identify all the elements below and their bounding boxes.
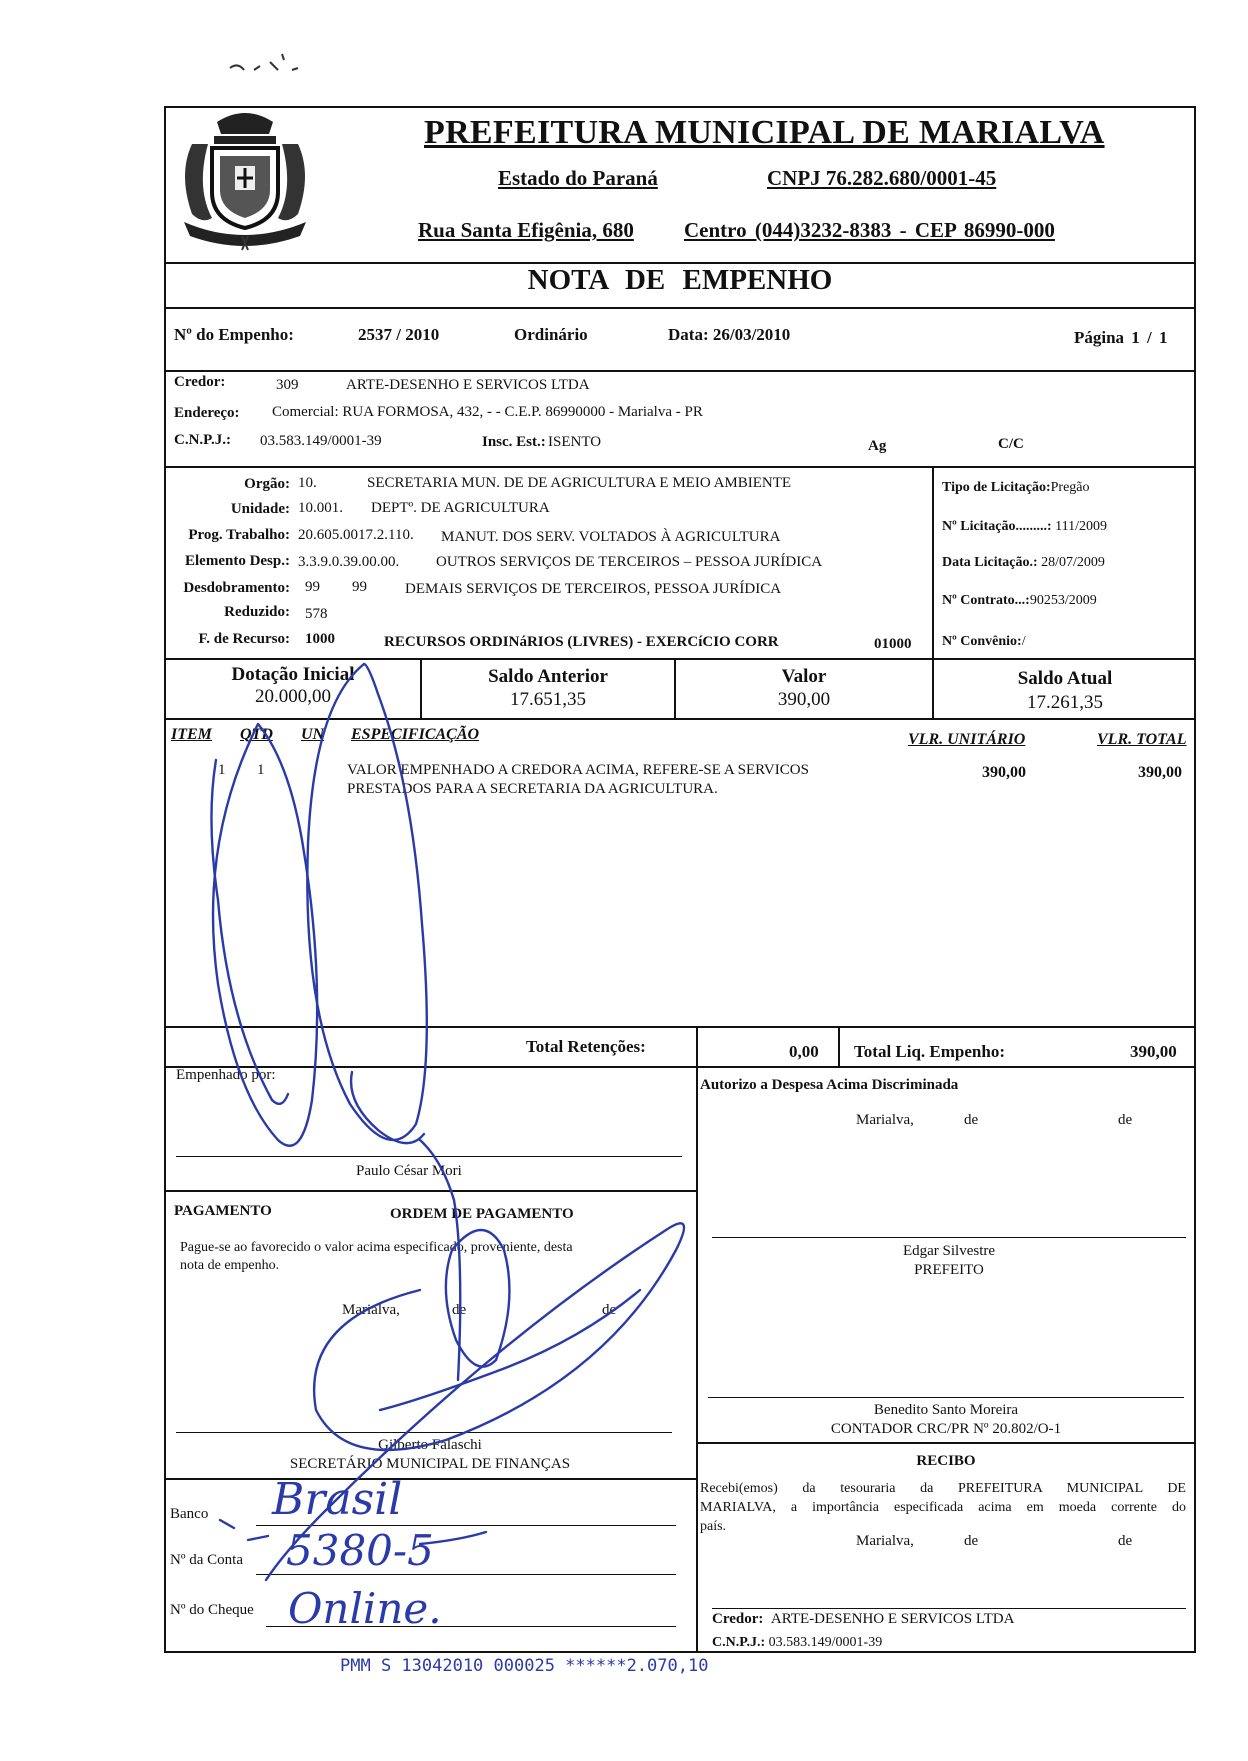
autorizo-de-1: de: [964, 1112, 979, 1128]
licitacao-contrato: [942, 593, 1097, 609]
cnpj-value: 03.583.149/0001-39: [260, 433, 382, 449]
recibo-de-1: de: [964, 1533, 979, 1549]
empenho-number: 2537 / 2010: [358, 325, 440, 344]
total-liquido-label: Total Liq. Empenho:: [854, 1042, 1005, 1061]
contador-cargo: CONTADOR CRC/PR Nº 20.802/O-1: [830, 1421, 1062, 1437]
col-un: UN: [301, 726, 325, 743]
payment-stamp: PMM S 13042010 000025 ******2.070,10: [340, 1656, 709, 1676]
cnpj-label: C.N.P.J.:: [174, 432, 231, 448]
total-liquido-value: 390,00: [1130, 1042, 1177, 1061]
seal-lettering: [66, 230, 67, 231]
endereco-label: Endereço:: [174, 405, 240, 421]
licitacao-numero-label: Nº Licitação.........:: [942, 519, 1052, 534]
empenhado-nome: Paulo César Mori: [356, 1163, 462, 1179]
pagamento-label: PAGAMENTO: [174, 1203, 272, 1219]
ag-label: Ag: [868, 438, 887, 454]
elemento-code: 3.3.9.0.39.00.00.: [298, 554, 400, 570]
secretario-cargo: SECRETÁRIO MUNICIPAL DE FINANÇAS: [289, 1456, 571, 1472]
col-vlr-unitario: VLR. UNITÁRIO: [908, 731, 1026, 748]
empenho-type: Ordinário: [514, 325, 588, 344]
licitacao-tipo: [942, 480, 1090, 496]
pagamento-texto-1: Pague-se ao favorecido o valor acima especificado, proveniente, desta: [180, 1240, 573, 1255]
elemento-desc: OUTROS SERVIÇOS DE TERCEIROS – PESSOA JURÍDICA: [436, 554, 823, 570]
recurso-desc: RECURSOS ORDINáRIOS (LIVRES) - EXERCíCIO CORR: [384, 634, 779, 650]
unidade-desc: DEPTº. DE AGRICULTURA: [371, 500, 550, 516]
total-retencoes-label: Total Retenções:: [526, 1037, 646, 1056]
licitacao-numero-value: 111/2009: [1055, 519, 1107, 534]
recibo-cnpj: [712, 1635, 882, 1651]
reduzido-value: 578: [305, 606, 328, 622]
banco-label: Banco: [170, 1506, 209, 1522]
saldo-atual-label: Saldo Atual: [1017, 668, 1113, 689]
unidade-label: Unidade:: [230, 501, 290, 517]
recibo-credor: [712, 1611, 1014, 1628]
empenhado-label: Empenhado por:: [176, 1067, 276, 1083]
conta-handwritten: 5380-5: [286, 1526, 434, 1575]
secretario-nome: Gilberto Falaschi: [378, 1437, 482, 1453]
pagamento-de-1: de: [452, 1302, 467, 1318]
scan-marks: [220, 40, 310, 80]
licitacao-data-label: Data Licitação.:: [942, 555, 1038, 570]
col-qtd: QTD: [240, 726, 273, 743]
licitacao-data-value: 28/07/2009: [1041, 555, 1105, 570]
header-address: Rua Santa Efigênia, 680: [418, 218, 634, 242]
header-district-phone: Centro (044)3232-8383 - CEP 86990-000: [684, 218, 1055, 242]
cheque-handwritten: Online.: [288, 1584, 442, 1633]
coat-of-arms-seal: [172, 104, 318, 262]
saldo-atual-value: 17.261,35: [1027, 692, 1103, 713]
valor-label: Valor: [781, 666, 827, 687]
row-qtd: 1: [257, 762, 265, 778]
prog-label: Prog. Trabalho:: [188, 527, 290, 543]
recurso-label: F. de Recurso:: [198, 631, 290, 647]
contador-nome: Benedito Santo Moreira: [873, 1402, 1019, 1418]
col-especificacao: ESPECIFICAÇÃO: [351, 726, 480, 743]
licitacao-convenio-label: Nº Convênio:: [942, 634, 1022, 649]
desdobramento-code-1: 99: [305, 579, 320, 595]
row-espec-2: PRESTADOS PARA A SECRETARIA DA AGRICULTURA.: [347, 781, 718, 797]
row-vlr-unitario: 390,00: [982, 764, 1026, 781]
prog-code: 20.605.0017.2.110.: [298, 527, 414, 543]
ordem-pagamento-label: ORDEM DE PAGAMENTO: [390, 1206, 574, 1222]
row-item: 1: [218, 762, 226, 778]
licitacao-tipo-value: Pregão: [1050, 480, 1090, 495]
recibo-credor-value: ARTE-DESENHO E SERVICOS LTDA: [770, 1611, 1015, 1627]
reduzido-label: Reduzido:: [224, 604, 290, 620]
desdobramento-desc: DEMAIS SERVIÇOS DE TERCEIROS, PESSOA JURÍDICA: [405, 581, 782, 597]
credor-name: ARTE-DESENHO E SERVICOS LTDA: [346, 377, 590, 393]
empenho-number-label: Nº do Empenho:: [174, 325, 294, 344]
conta-label: Nº da Conta: [170, 1552, 243, 1568]
header-state: Estado do Paraná: [498, 166, 658, 190]
dotacao-inicial-label: Dotação Inicial: [231, 664, 355, 685]
orgao-desc: SECRETARIA MUN. DE DE AGRICULTURA E MEIO AMBIENTE: [367, 475, 792, 491]
recibo-de-2: de: [1118, 1533, 1133, 1549]
recurso-number: 01000: [874, 636, 912, 652]
autorizo-cidade: Marialva,: [856, 1112, 914, 1128]
cheque-label: Nº do Cheque: [170, 1602, 254, 1618]
orgao-code: 10.: [298, 475, 317, 491]
row-vlr-total: 390,00: [1138, 764, 1182, 781]
autorizo-de-2: de: [1118, 1112, 1133, 1128]
empenho-date: Data: 26/03/2010: [668, 325, 791, 344]
licitacao-contrato-value: 90253/2009: [1029, 593, 1097, 608]
recibo-texto-3: país.: [700, 1519, 727, 1534]
recibo-title: RECIBO: [916, 1453, 976, 1469]
prefeito-nome: Edgar Silvestre: [902, 1243, 996, 1259]
licitacao-tipo-label: Tipo de Licitação:: [942, 480, 1051, 495]
elemento-label: Elemento Desp.:: [185, 553, 290, 569]
licitacao-numero: [942, 519, 1107, 535]
saldo-anterior-label: Saldo Anterior: [488, 666, 608, 687]
unidade-code: 10.001.: [298, 500, 343, 516]
header-title: PREFEITURA MUNICIPAL DE MARIALVA: [424, 114, 1105, 151]
licitacao-contrato-label: Nº Contrato...:: [942, 593, 1030, 608]
pagamento-texto-2: nota de empenho.: [180, 1258, 280, 1273]
insc-label: Insc. Est.:: [482, 434, 546, 450]
recibo-texto-1: Recebi(emos) da tesouraria da PREFEITURA MUNICIPAL DE: [700, 1481, 1186, 1496]
credor-code: 309: [276, 377, 299, 393]
valor-value: 390,00: [777, 689, 831, 710]
autorizo-label: Autorizo a Despesa Acima Discriminada: [700, 1077, 959, 1093]
prog-desc: MANUT. DOS SERV. VOLTADOS À AGRICULTURA: [441, 529, 781, 545]
row-espec-1: VALOR EMPENHADO A CREDORA ACIMA, REFERE-SE A SERVICOS: [347, 762, 809, 778]
desdobramento-label: Desdobramento:: [183, 580, 290, 596]
pagamento-cidade: Marialva,: [342, 1302, 400, 1318]
cc-label: C/C: [998, 436, 1024, 452]
page-number: Página 1 / 1: [1074, 328, 1168, 347]
endereco-value: Comercial: RUA FORMOSA, 432, - - C.E.P. 86990000 - Marialva - PR: [272, 404, 703, 420]
credor-label: Credor:: [174, 374, 226, 390]
recibo-cidade: Marialva,: [856, 1533, 914, 1549]
doc-title: NOTA DE EMPENHO: [527, 264, 833, 296]
licitacao-data: [942, 555, 1105, 571]
dotacao-inicial-value: 20.000,00: [255, 686, 331, 707]
recibo-cnpj-label: C.N.P.J.:: [712, 1635, 766, 1650]
recibo-credor-label: Credor:: [712, 1611, 764, 1627]
insc-value: ISENTO: [548, 434, 602, 450]
recibo-texto-2: MARIALVA, a importância especificada acima em moeda corrente do: [700, 1500, 1186, 1515]
pagamento-de-2: de: [602, 1302, 617, 1318]
total-retencoes-value: 0,00: [789, 1042, 819, 1061]
desdobramento-code-2: 99: [352, 579, 367, 595]
saldo-anterior-value: 17.651,35: [510, 689, 586, 710]
banco-handwritten: Brasil: [272, 1474, 403, 1525]
orgao-label: Orgão:: [244, 476, 290, 492]
licitacao-convenio-value: /: [1021, 634, 1026, 649]
licitacao-convenio: [942, 634, 1026, 650]
recurso-code: 1000: [305, 631, 335, 647]
prefeito-cargo: PREFEITO: [914, 1262, 984, 1278]
header-cnpj: CNPJ 76.282.680/0001-45: [767, 166, 997, 190]
recibo-cnpj-value: 03.583.149/0001-39: [768, 1635, 883, 1650]
col-item: ITEM: [171, 726, 212, 743]
col-vlr-total: VLR. TOTAL: [1097, 731, 1187, 748]
